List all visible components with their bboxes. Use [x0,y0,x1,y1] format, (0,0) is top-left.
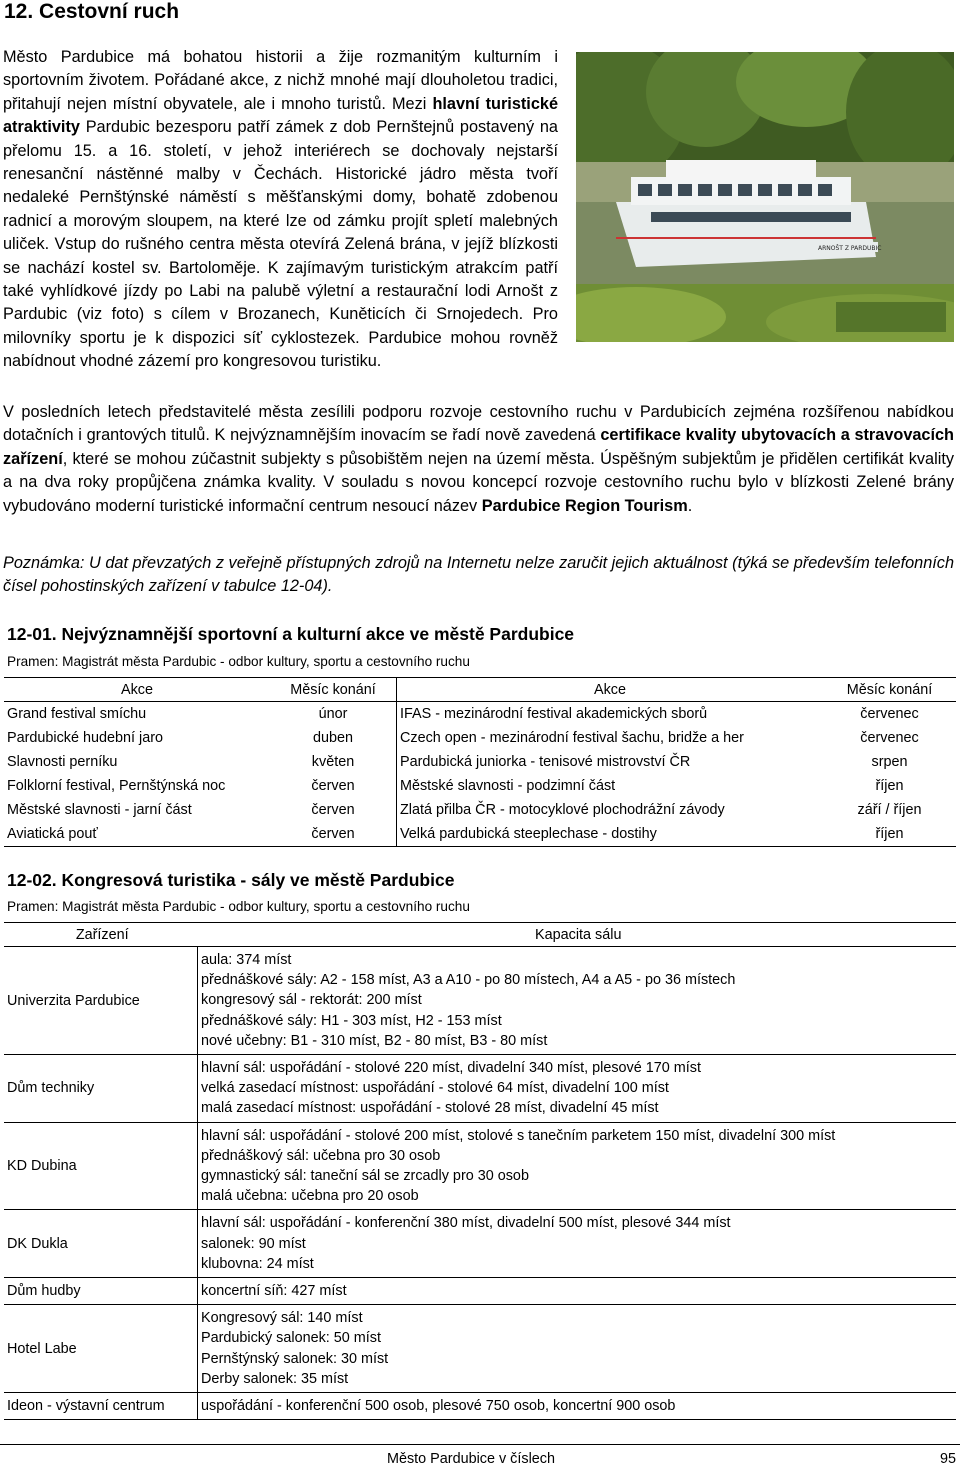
page-title: 12. Cestovní ruch [4,0,180,23]
capacity-line: přednáškové sály: A2 - 158 míst, A3 a A10 - po 80 místech, A4 a A5 - po 36 místech [201,972,736,989]
column-header: Měsíc konání [820,678,956,702]
venue-capacity [198,947,957,1055]
venue-capacity [198,1393,957,1420]
event-name: Pardubické hudební jaro [7,730,164,746]
table-row [4,1278,956,1305]
event-month: červenec [860,706,919,722]
event-name: Velká pardubická steeplechase - dostihy [397,822,821,847]
text-run: . [687,496,693,515]
table-row [4,726,956,750]
event-month: červen [311,778,355,794]
event-name: Městské slavnosti - podzimní část [397,774,821,798]
column-header: Měsíc konání [267,678,397,702]
footer-text: Město Pardubice v číslech [387,1451,555,1467]
text-run: Pardubic bezesporu patří zámek z dob Pernštejnů postavený na přelomu 15. a 16. století, v jehož interiérech se dochovaly nejstarší renesanční nástěnné malby v Čechách. Historické jádro města tvoří nedaleké Pernštýnské náměstí s měšťanskými domy, bohatě zdobenou radnicí a morovým sloupem, na které lze od zámku projít spletí malebných uliček. Vstup do rušného centra města otevírá Zelená brána, v jejíž blízkosti se nachází kostel sv. Bartoloměje. K zajímavým turistickým atrakcím patří také vyhlídkové jízdy po Labi na palubě výletní a restaurační lodi Arnošt z Pardubic (viz foto) s cílem v Brozanech, Kuněticích či Srnojedech. Pro milovníky sportu je k dispozici síť cyklostezek. Pardubice mohou rovněž nabídnout vhodné zázemí pro kongresovou turistiku. [3,118,558,371]
capacity-line: Derby salonek: 35 míst [201,1370,349,1387]
venue-capacity [198,1122,957,1210]
event-name: Městské slavnosti - jarní část [7,802,192,818]
table-row [4,1055,956,1123]
event-month: srpen [871,754,908,770]
event-month: květen [311,754,355,770]
capacity-line: gymnastický sál: taneční sál se zrcadly pro 30 osob [201,1168,529,1185]
column-header: Akce [4,678,267,702]
capacity-line: Pernštýnský salonek: 30 míst [201,1350,389,1367]
capacity-line: aula: 374 míst [201,952,292,968]
column-header: Zařízení [4,923,198,947]
capacity-line: velká zasedací místnost: uspořádání - stolové 64 míst, divadelní 100 míst [201,1080,669,1097]
table2-title: 12-02. Kongresová turistika - sály ve městě Pardubice [7,870,455,890]
quality-paragraph [3,401,954,518]
venue-name: Hotel Labe [4,1305,198,1393]
capacity-line: přednáškové sály: H1 - 303 míst, H2 - 153 míst [201,1012,502,1029]
capacity-line: přednáškový sál: učebna pro 30 osob [201,1147,441,1164]
event-month: červenec [860,730,919,746]
table-row [4,774,956,798]
table-row [4,1393,956,1420]
capacity-line: hlavní sál: uspořádání - stolové 200 míst, stolové s tanečním parketem 150 míst, divadelní 300 míst [201,1127,836,1144]
venue-capacity [198,1278,957,1305]
capacity-line: nové učebny: B1 - 310 míst, B2 - 80 míst, B3 - 80 míst [201,1032,548,1049]
boat-photo-image [576,52,954,342]
venue-capacity [198,1305,957,1393]
event-month: červen [267,822,397,847]
text-run: Město Pardubice má bohatou historii a žije rozmanitým kulturním i sportovním životem. Pořádané akce, z nichž mnohé mají dlouholetou tradici, přitahují nejen místní obyvatele, ale i mnoho turistů. Mezi [3,48,558,113]
page-number: 95 [939,1451,956,1467]
table-row [4,1305,956,1393]
table1-source: Pramen: Magistrát města Pardubic - odbor kultury, sportu a cestovního ruchu [7,654,470,669]
capacity-line: malá učebna: učebna pro 20 osob [201,1188,419,1205]
venue-name: Ideon - výstavní centrum [4,1393,198,1420]
table-row [4,702,956,727]
table2-source: Pramen: Magistrát města Pardubic - odbor kultury, sportu a cestovního ruchu [7,899,470,914]
boat-photo [576,52,954,342]
event-month: červen [311,802,355,818]
footer-divider [0,1444,960,1445]
capacity-line: hlavní sál: uspořádání - konferenční 380 míst, divadelní 500 míst, plesové 344 míst [201,1215,731,1232]
event-month: duben [312,730,354,746]
capacity-line: hlavní sál: uspořádání - stolové 220 míst, divadelní 340 míst, plesové 170 míst [201,1060,701,1077]
table-row [4,798,956,822]
event-name: Czech open - mezinárodní festival šachu, bridže a her [397,726,821,750]
event-name: Slavnosti perníku [7,754,118,770]
congress-halls-table [4,922,956,1420]
venue-name: Dům techniky [4,1055,198,1123]
table-row [4,750,956,774]
venue-capacity [198,1210,957,1278]
capacity-line: Pardubický salonek: 50 míst [201,1330,381,1347]
event-name: IFAS - mezinárodní festival akademických sborů [397,702,821,727]
table-header-row [4,923,956,947]
capacity-line: uspořádání - konferenční 500 osob, plesové 750 osob, koncertní 900 osob [201,1398,676,1415]
venue-capacity [198,1055,957,1123]
boat-name-label: ARNOŠT Z PARDUBIC [818,245,882,252]
event-month: říjen [875,778,904,794]
bold-text: certifikace kvality ubytovacích a stravovacích zařízení [3,426,955,468]
table-row [4,1122,956,1210]
event-name: Aviatická pouť [4,822,267,847]
data-note: Poznámka: U dat převzatých z veřejně přístupných zdrojů na Internetu nelze zaručit jejich aktuálnost (týká se především telefonních čísel pohostinských zařízení v tabulce 12-04). [3,554,954,596]
table-row [4,947,956,1055]
bold-text: hlavní turistické atraktivity [3,94,558,137]
table-row [4,822,956,847]
intro-paragraph [3,46,954,374]
capacity-line: koncertní síň: 427 míst [201,1283,347,1300]
venue-name: Univerzita Pardubice [4,947,198,1055]
event-month: únor [318,706,348,722]
event-name: Folklorní festival, Pernštýnská noc [7,778,226,794]
events-table [4,677,956,847]
intro-text [3,48,558,370]
event-name: Pardubická juniorka - tenisové mistrovství ČR [397,750,821,774]
event-month: září / říjen [857,802,922,818]
venue-name: KD Dubina [4,1122,198,1210]
venue-name: Dům hudby [4,1278,198,1305]
text-run: , které se mohou zúčastnit subjekty s působištěm nejen na území města. Úspěšným subjektům je přidělen certifikát kvality a na dva roky propůjčena známka kvality. V souladu s novou koncepcí rozvoje cestovního ruchu bylo v blízkosti Zelené brány vybudováno moderní turistické informační centrum nesoucí název [3,449,954,515]
capacity-line: malá zasedací místnost: uspořádání - stolové 28 míst, divadelní 45 míst [201,1100,659,1117]
event-name: Zlatá přilba ČR - motocyklové plochodrážní závody [397,798,821,822]
table-header-row [4,678,956,702]
capacity-line: Kongresový sál: 140 míst [201,1310,363,1327]
table-row [4,1210,956,1278]
capacity-line: kongresový sál - rektorát: 200 míst [201,992,422,1009]
column-header: Akce [397,678,821,702]
capacity-line: klubovna: 24 míst [201,1255,314,1272]
text-run: V posledních letech představitelé města zesílili podporu rozvoje cestovního ruchu v Pardubicích zejména rozšířenou nabídkou dotačních i grantových titulů. K nejvýznamnějším inovacím se řadí nově zavedená [3,403,954,445]
venue-name: DK Dukla [4,1210,198,1278]
capacity-line: salonek: 90 míst [201,1235,306,1252]
column-header: Kapacita sálu [198,923,957,947]
bold-text: Pardubice Region Tourism [481,496,688,515]
event-name: Grand festival smíchu [7,706,147,722]
table1-title: 12-01. Nejvýznamnější sportovní a kulturní akce ve městě Pardubice [7,624,575,644]
event-month: říjen [820,822,956,847]
